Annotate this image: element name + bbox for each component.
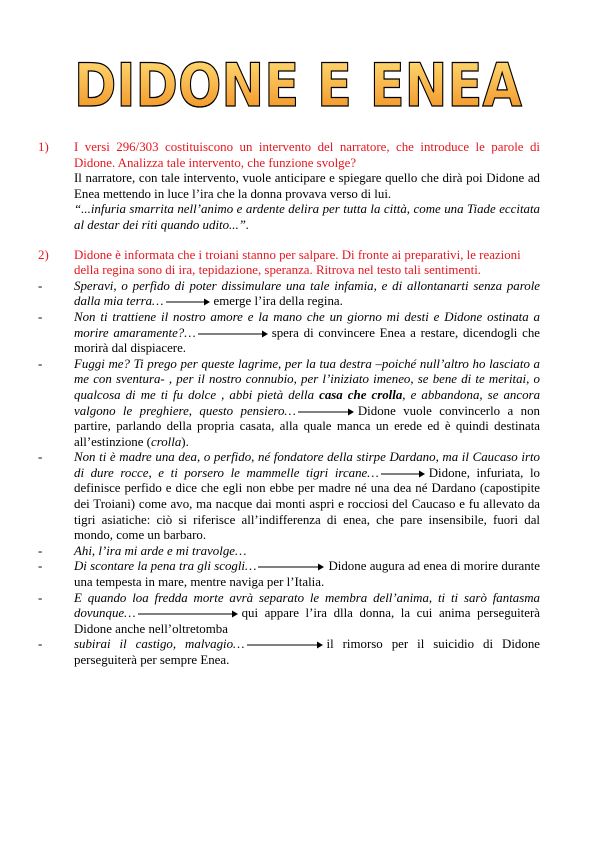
arrow-right-icon — [247, 641, 323, 649]
item-quote: subirai il castigo, malvagio… — [74, 637, 245, 652]
arrow-right-icon — [138, 610, 238, 618]
list-dash: - — [38, 559, 43, 574]
item-quote: E quando loa fredda morte avrà separato le membra dell’anima, ti ti sarò fantasma dovunque… — [74, 590, 540, 621]
question-2 — [38, 247, 540, 279]
item-comment: il rimorso per il suicidio di Didone perseguiterà per sempre Enea. — [74, 637, 540, 667]
question-number: 1) — [38, 140, 49, 154]
title-graphic — [0, 38, 596, 118]
list-item — [38, 278, 540, 310]
item-quote-start: Fuggi me? Ti prego per queste lagrime, per la tua destra –poiché null’altro ho lasciato a me con sventura- , per il nostro connubio, per l’iniziato imeneo, se bene di te meritai, o qualcosa di me ti fu dolce , abbi pietà della — [74, 356, 540, 402]
list-item — [38, 309, 540, 357]
item-comment-italic: crolla — [150, 434, 182, 449]
arrow-right-icon — [298, 408, 354, 416]
list-item — [38, 559, 540, 590]
item-comment: spera di convincere Enea a restare, dicendogli che morirà dal dispiacere. — [74, 325, 540, 356]
document-body — [38, 140, 541, 669]
item-quote: Ahi, l’ira mi arde e mi travolge… — [74, 543, 247, 558]
list-dash: - — [38, 637, 43, 652]
item-comment-start: Didone vuole convincerlo a non partire, parlando della propria casata, alla quale manca un erede ed è quindi destinata all’estinzione ( — [74, 403, 540, 449]
title-banner — [0, 38, 596, 118]
arrow-right-icon — [198, 330, 268, 338]
item-quote: Non ti è madre una dea, o perfido, né fondatore della stirpe Dardano, ma il Caucaso irto di dure rocce, e ti porsero le mammelle tigri ircane… — [74, 450, 540, 480]
item-comment: qui appare l’ira dlla donna, la cui anima perseguiterà Didone anche nell’oltretomba — [74, 606, 540, 636]
arrow-right-icon — [258, 563, 324, 571]
item-quote: Di scontare la pena tra gli scogli… — [74, 559, 257, 574]
list-dash: - — [38, 278, 43, 293]
list-item — [38, 637, 540, 668]
item-comment: Didone, infuriata, lo definisce perfido e dice che egli non ebbe per madre né una dea né Dardano (capostipite dei Troiani) come avo, ma nacque dai monti aspri e rocciosi del Caucaso e fu allevato da tigri asiatiche: ciò si riferisce all’indifferenza di enea, che pare insensibile, fuori dal mondo, come un barbaro. — [74, 465, 541, 543]
item-quote-bold: casa che crolla — [319, 387, 403, 402]
arrow-right-icon — [166, 298, 210, 306]
answer-quote: “...infuria smarrita nell’animo e ardente delira per tutta la città, come una Tiade eccitata al destar dei riti quando udito...”. — [74, 202, 540, 232]
item-comment: Didone augura ad enea di morire durante una tempesta in mare, mentre naviga per l’Italia. — [74, 559, 540, 590]
list-item — [38, 450, 541, 544]
question-prompt: I versi 296/303 costituiscono un intervento del narratore, che introduce le parole di Didone. Analizza tale intervento, che funzione svolge? — [74, 140, 540, 170]
item-quote-end: , e abbandona, se ancora valgono le preghiere, questo pensiero… — [74, 387, 541, 418]
list-item — [38, 543, 540, 560]
list-dash: - — [38, 356, 43, 371]
item-quote: Non ti trattiene il nostro amore e la mano che un giorno mi desti e Didone ostinata a morire amaramente?… — [74, 309, 540, 340]
list-item — [38, 356, 541, 451]
item-quote: Speravi, o perfido di poter dissimulare una tale infamia, e di allontanarti senza parole dalla mia terra… — [74, 278, 540, 309]
question-prompt: Didone è informata che i troiani stanno per salpare. Di fronte ai preparativi, le reazioni della regina sono di ira, tepidazione, speranza. Ritrova nel testo tali sentimenti. — [74, 247, 521, 278]
item-comment-end: ). — [181, 434, 189, 449]
question-number: 2) — [38, 247, 49, 262]
question-1 — [38, 140, 540, 234]
list-dash: - — [38, 450, 43, 465]
item-comment: emerge l’ira della regina. — [213, 294, 343, 309]
question-answer: Il narratore, con tale intervento, vuole anticipare e spiegare quello che dirà poi Didone ad Enea mettendo in luce l’ira che la donna provava verso di lui. — [74, 171, 540, 201]
list-dash: - — [38, 543, 43, 558]
list-dash: - — [38, 590, 43, 605]
arrow-right-icon — [381, 470, 425, 478]
list-item — [38, 590, 540, 638]
page-title: DIDONE E ENEA — [74, 51, 523, 118]
list-dash: - — [38, 309, 43, 324]
